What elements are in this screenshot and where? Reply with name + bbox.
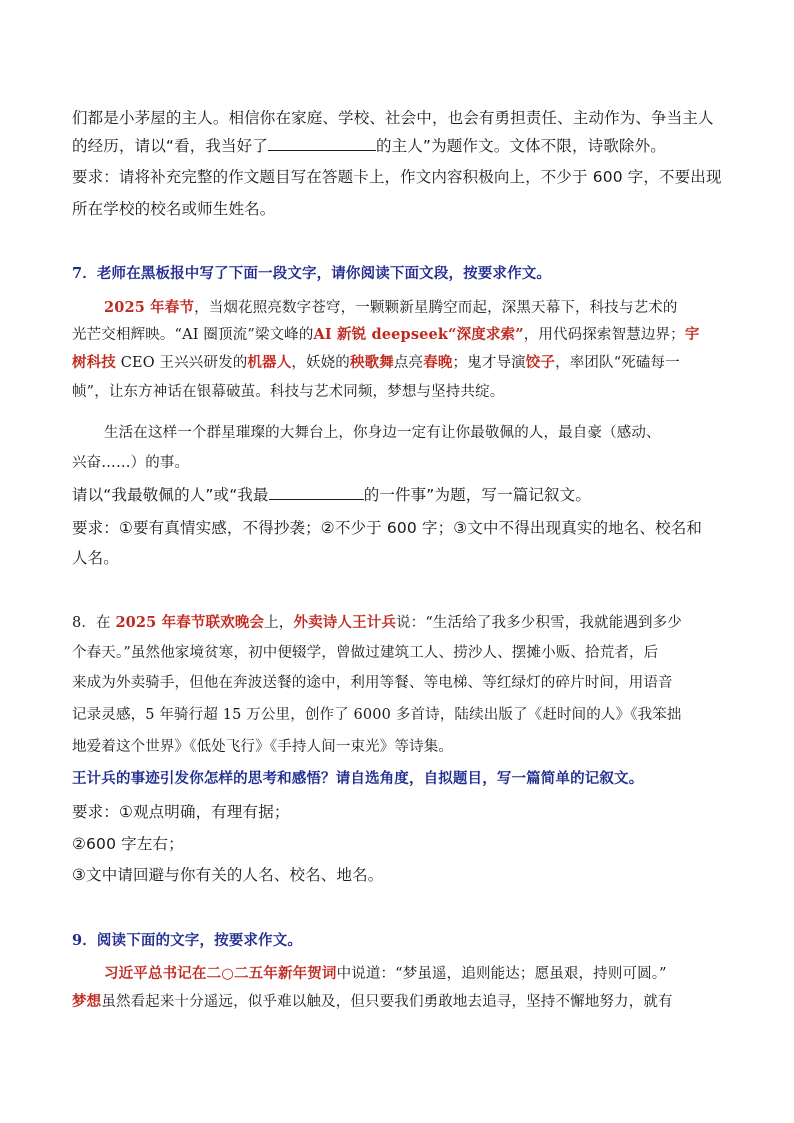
q7-blank <box>269 485 364 500</box>
q7-requirement-line-1: 要求：①要有真情实感，不得抄袭；②不少于 600 字；③文中不得出现真实的地名、校名和 <box>72 519 703 537</box>
q7-passage-line-1: 2025 年春节，当烟花照亮数字苍穹，一颗颗新星腾空而起，深黑天幕下，科技与艺术的 <box>104 299 678 316</box>
q7-requirement-line-2: 人名。 <box>72 549 119 567</box>
q9-passage-line-2: 梦想虽然看起来十分遥远，似乎难以触及，但只要我们勇敢地去追寻，坚持不懈地努力，就有 <box>72 993 673 1010</box>
question-9-title: 9．阅读下面的文字，按要求作文。 <box>72 932 302 949</box>
intro-line-1: 们都是小茅屋的主人。相信你在家庭、学校、社会中，也会有勇担责任、主动作为、争当主人 <box>72 109 714 127</box>
q9-passage-line-1: 习近平总书记在二○二五年新年贺词中说道：“梦虽遥，追则能达；愿虽艰，持则可圆。” <box>104 965 667 982</box>
q7-prompt: 请以“我最敬佩的人”或“我最 的一件事”为题，写一篇记叙文。 <box>72 486 591 504</box>
q7-passage-line-6: 兴奋……）的事。 <box>72 455 190 471</box>
question-7-title: 7．老师在黑板报中写了下面一段文字，请你阅读下面文段，按要求作文。 <box>72 265 552 282</box>
q7-passage-line-5: 生活在这样一个群星璀璨的大舞台上，你身边一定有让你最敬佩的人，最自豪（感动、 <box>104 425 661 441</box>
q8-requirement-3: ③文中请回避与你有关的人名、校名、地名。 <box>72 866 384 884</box>
intro-line-2: 的经历，请以“看，我当好了 的主人”为题作文。文体不限，诗歌除外。 <box>72 137 666 155</box>
q7-passage-line-3: 树科技 CEO 王兴兴研发的机器人，妖娆的秧歌舞点亮春晚；鬼才导演饺子，率团队“死磕每一 <box>72 354 680 371</box>
q8-prompt: 王计兵的事迹引发你怎样的思考和感悟？请自选角度，自拟题目，写一篇简单的记叙文。 <box>72 770 644 787</box>
q7-passage-line-2: 光芒交相辉映。“AI 圈顶流”梁文峰的AI 新锐 deepseek“深度求索”，用代码探索智慧边界；宇 <box>72 326 700 343</box>
q8-requirement-1: 要求：①观点明确，有理有据； <box>72 803 290 821</box>
intro-requirement-line-1: 要求：请将补充完整的作文题目写在答题卡上，作文内容积极向上，不少于 600 字，不要出现 <box>72 168 722 186</box>
q8-requirement-2: ②600 字左右； <box>72 835 184 853</box>
q8-passage-line-5: 地爱着这个世界》《低处飞行》《手持人间一束光》等诗集。 <box>72 739 454 755</box>
q7-passage-line-4: 帧”，让东方神话在银幕破茧。科技与艺术同频，梦想与坚持共绽。 <box>72 384 505 400</box>
title-blank <box>268 136 376 151</box>
q8-passage-line-3: 来成为外卖骑手，但他在奔波送餐的途中，利用等餐、等电梯、等红绿灯的碎片时间，用语音 <box>72 675 673 691</box>
q8-passage-line-1: 8．在 2025 年春节联欢晚会上，外卖诗人王计兵说：“生活给了我多少积雪，我就能遇到多少 <box>72 614 682 631</box>
intro-requirement-line-2: 所在学校的校名或师生姓名。 <box>72 200 276 218</box>
q8-passage-line-2: 个春天。”虽然他家境贫寒，初中便辍学，曾做过建筑工人、捞沙人、摆摊小贩、拾荒者，后 <box>72 645 659 661</box>
q8-passage-line-4: 记录灵感，5 年骑行超 15 万公里，创作了 6000 多首诗，陆续出版了《赶时间的人》《我笨拙 <box>72 707 682 723</box>
